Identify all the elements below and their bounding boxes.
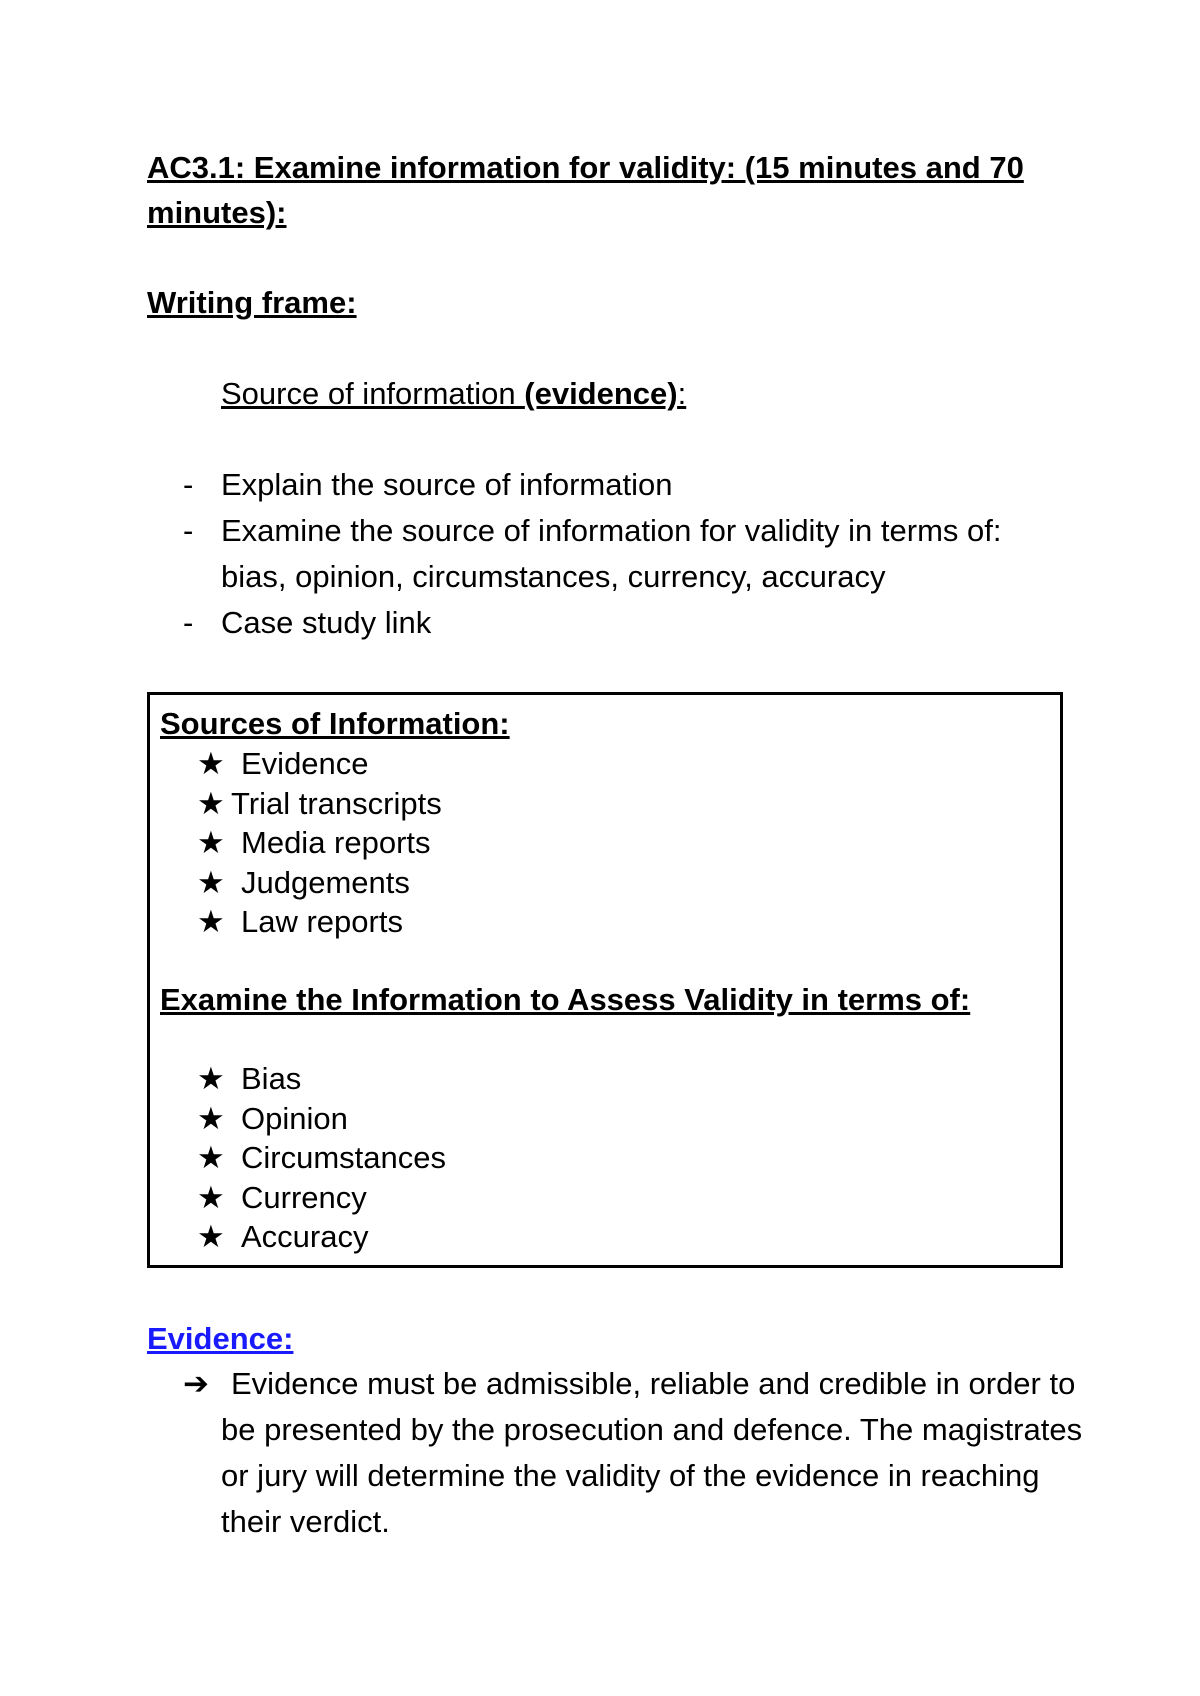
list-item [197, 823, 442, 863]
list-item [183, 462, 1063, 508]
list-item [197, 1059, 446, 1099]
validity-term: Bias [241, 1061, 302, 1096]
validity-terms-list [197, 1059, 446, 1257]
source-item: Law reports [241, 904, 403, 939]
star-icon: ★ [197, 1219, 225, 1254]
list-item [197, 744, 442, 784]
star-icon: ★ [197, 864, 225, 900]
list-item [197, 1217, 446, 1257]
dash-bullet-icon: - [183, 513, 194, 548]
dash-bullet-icon: - [183, 605, 194, 640]
source-item: Media reports [241, 825, 431, 860]
arrow-right-icon: ➔ [183, 1366, 209, 1401]
star-icon: ★ [197, 1061, 225, 1096]
source-label: Source of information [221, 376, 525, 411]
source-item: Evidence [241, 746, 369, 781]
list-item [183, 600, 1063, 646]
source-label-colon: : [677, 376, 687, 411]
validity-term: Opinion [241, 1100, 348, 1136]
list-item [197, 902, 442, 942]
validity-term: Currency [241, 1179, 367, 1215]
list-item [197, 1178, 446, 1218]
source-label-bold: (evidence) [524, 376, 678, 411]
writing-frame-heading: Writing frame: [147, 285, 357, 320]
list-item [183, 508, 1063, 600]
writing-frame-bullets [183, 462, 1063, 646]
source-item: Judgements [241, 864, 410, 900]
bullet-text: Explain the source of information [221, 467, 673, 502]
sources-heading: Sources of Information: [160, 706, 510, 741]
list-item [197, 1099, 446, 1139]
star-icon: ★ [197, 1140, 225, 1175]
evidence-text: Evidence must be admissible, reliable and credible in order to be presented by the prosecution and defence. The magistrates or jury will determine the validity of the evidence in reaching their verdict. [221, 1366, 1083, 1539]
information-box [147, 692, 1063, 1268]
bullet-text: Examine the source of information for validity in terms of: bias, opinion, circumstances, currency, accuracy [221, 513, 1002, 594]
list-item [197, 1138, 446, 1178]
validity-term: Accuracy [241, 1219, 369, 1254]
dash-bullet-icon: - [183, 467, 194, 502]
source-of-information-line [221, 371, 686, 416]
validity-term: Circumstances [241, 1140, 446, 1175]
source-item: Trial transcripts [231, 785, 442, 821]
list-item [197, 863, 442, 903]
sources-list [197, 744, 442, 942]
bullet-text: Case study link [221, 605, 432, 640]
list-item [197, 784, 442, 824]
validity-heading: Examine the Information to Assess Validity in terms of: [160, 982, 971, 1017]
star-icon: ★ [197, 1179, 225, 1215]
star-icon: ★ [197, 746, 225, 781]
star-icon: ★ [197, 1100, 225, 1136]
evidence-heading: Evidence: [147, 1321, 294, 1356]
evidence-paragraph [183, 1361, 1083, 1545]
star-icon: ★ [197, 785, 225, 821]
star-icon: ★ [197, 904, 225, 939]
star-icon: ★ [197, 825, 225, 860]
page-title: AC3.1: Examine information for validity: (15 minutes and 70 minutes): [147, 150, 1024, 230]
